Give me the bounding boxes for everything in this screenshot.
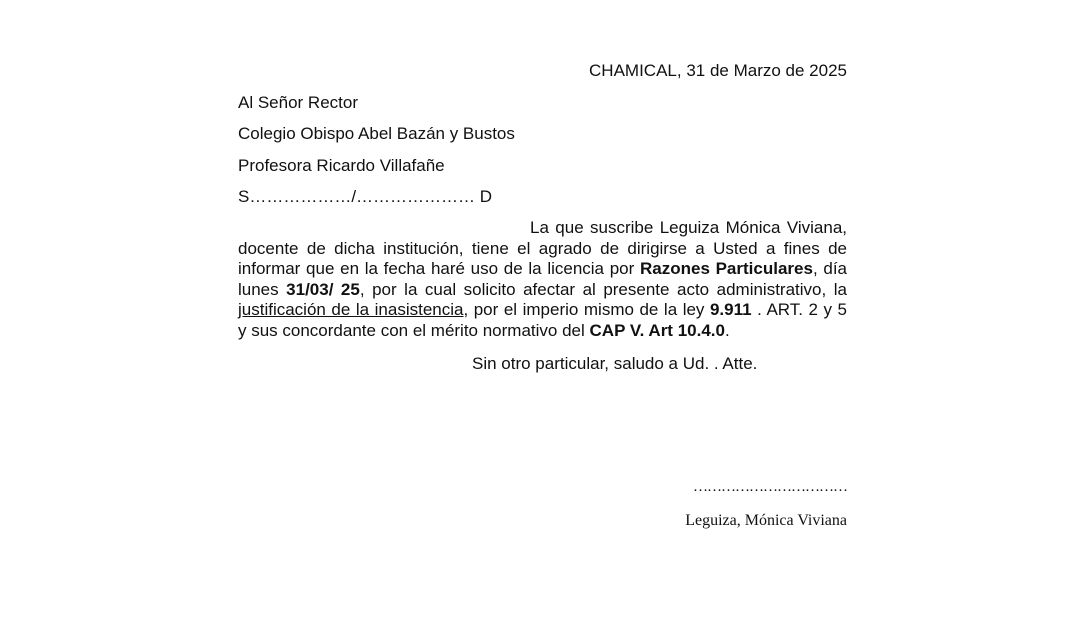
recipient-person: Profesora Ricardo Villafañe — [238, 156, 445, 175]
closing-line: Sin otro particular, saludo a Ud. . Atte. — [472, 354, 758, 373]
license-reason: Razones Particulares — [639, 259, 813, 279]
recipient-school: Colegio Obispo Abel Bazán y Bustos — [238, 124, 515, 143]
license-date: 31/03/ 25 — [286, 279, 360, 299]
body-text-6: . — [724, 320, 730, 340]
body-text-4: , por el imperio mismo de la ley — [463, 300, 710, 320]
letter-body — [238, 218, 847, 342]
recipient-title: Al Señor Rector — [238, 93, 358, 112]
body-text-1: La que suscribe Leguiza Mónica Viviana, docente de dicha institución, tiene el agrado de dirigirse a Usted a fines de informar que en la fecha haré uso de la licencia por — [238, 218, 847, 279]
body-text-5: . ART. 2 y 5 y sus concordante con el mérito normativo del — [238, 300, 847, 340]
body-text-2: , día lunes — [238, 259, 847, 299]
salutation-placeholder: S………………/………………… D — [238, 187, 493, 206]
justification-text: justificación de la inasistencia — [238, 300, 464, 320]
body-text-3: , por la cual solicito afectar al presente acto administrativo, la — [359, 279, 847, 299]
law-number: 9.911 — [709, 300, 752, 320]
normative-reference: CAP V. Art 10.4.0 — [589, 320, 725, 340]
signature-line: …………………………… — [693, 479, 847, 495]
date-line: CHAMICAL, 31 de Marzo de 2025 — [589, 61, 847, 80]
signature-name: Leguiza, Mónica Viviana — [685, 512, 847, 529]
